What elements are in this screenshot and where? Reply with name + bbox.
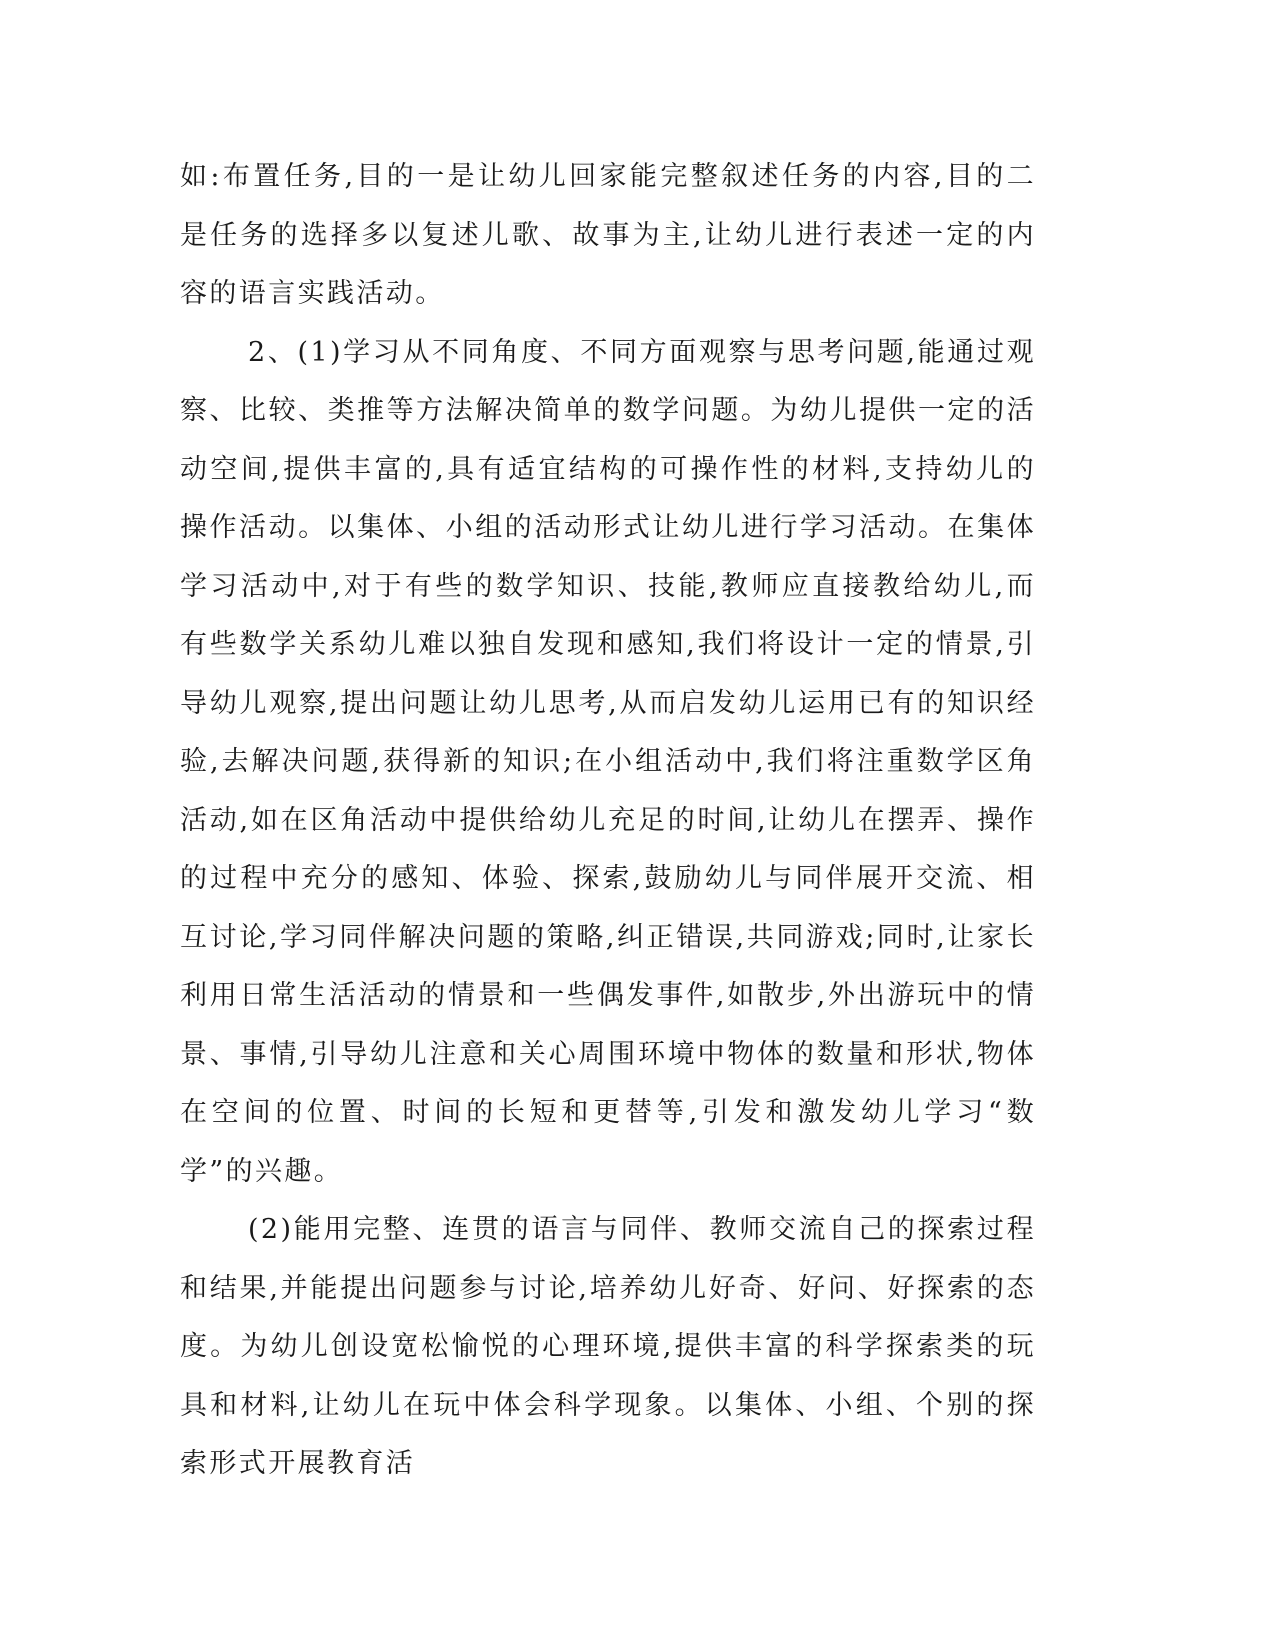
paragraph-math-learning: 2、(1)学习从不同角度、不同方面观察与思考问题,能通过观察、比较、类推等方法解决简单的数学问题。为幼儿提供一定的活动空间,提供丰富的,具有适宜结构的可操作性的材料,支持幼儿的操作活动。以集体、小组的活动形式让幼儿进行学习活动。在集体学习活动中,对于有些的数学知识、技能,教师应直接教给幼儿,而有些数学关系幼儿难以独自发现和感知,我们将设计一定的情景,引导幼儿观察,提出问题让幼儿思考,从而启发幼儿运用已有的知识经验,去解决问题,获得新的知识;在小组活动中,我们将注重数学区角活动,如在区角活动中提供给幼儿充足的时间,让幼儿在摆弄、操作的过程中充分的感知、体验、探索,鼓励幼儿与同伴展开交流、相互讨论,学习同伴解决问题的策略,纠正错误,共同游戏;同时,让家长利用日常生活活动的情景和一些偶发事件,如散步,外出游玩中的情景、事情,引导幼儿注意和关心周围环境中物体的数量和形状,物体在空间的位置、时间的长短和更替等,引发和激发幼儿学习“数学”的兴趣。	[180, 336, 1036, 1187]
paragraph-language-practice: 如:布置任务,目的一是让幼儿回家能完整叙述任务的内容,目的二是任务的选择多以复述儿歌、故事为主,让幼儿进行表述一定的内容的语言实践活动。	[180, 161, 1036, 309]
paragraph-science-exploration: (2)能用完整、连贯的语言与同伴、教师交流自己的探索过程和结果,并能提出问题参与讨论,培养幼儿好奇、好问、好探索的态度。为幼儿创设宽松愉悦的心理环境,提供丰富的科学探索类的玩具和材料,让幼儿在玩中体会科学现象。以集体、小组、个别的探索形式开展教育活	[180, 1214, 1036, 1479]
document-page	[180, 148, 1036, 1494]
